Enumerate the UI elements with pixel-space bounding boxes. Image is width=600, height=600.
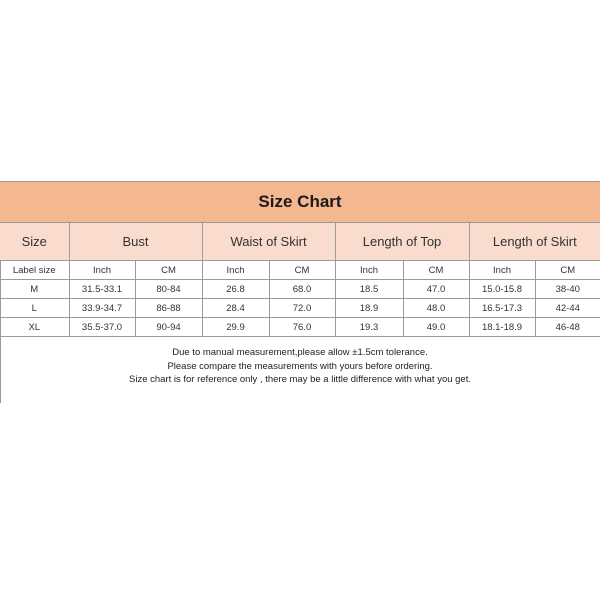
size-table — [0, 223, 600, 337]
header-waist-of-skirt: Waist of Skirt — [202, 223, 335, 261]
sub-header-unit: Inch — [469, 261, 535, 280]
table-cell: 72.0 — [269, 299, 335, 318]
note-line: Size chart is for reference only , there may be a little difference with what you get. — [129, 374, 471, 385]
sub-header-unit: CM — [269, 261, 335, 280]
table-cell: 48.0 — [403, 299, 469, 318]
table-cell: 47.0 — [403, 280, 469, 299]
table-cell: 76.0 — [269, 318, 335, 337]
table-cell: 80-84 — [135, 280, 202, 299]
table-cell: 35.5-37.0 — [69, 318, 135, 337]
sub-header-unit: Inch — [202, 261, 269, 280]
table-cell: 18.1-18.9 — [469, 318, 535, 337]
table-cell: 38-40 — [535, 280, 600, 299]
cell-size: M — [0, 280, 69, 299]
cell-size: XL — [0, 318, 69, 337]
table-cell: 15.0-15.8 — [469, 280, 535, 299]
size-chart — [0, 181, 600, 404]
table-cell: 19.3 — [335, 318, 403, 337]
sub-header-unit: Inch — [69, 261, 135, 280]
chart-title: Size Chart — [0, 182, 600, 223]
tolerance-notes — [0, 337, 600, 387]
table-cell: 29.9 — [202, 318, 269, 337]
note-line: Due to manual measurement,please allow ±1.5cm tolerance. — [172, 347, 428, 358]
table-cell: 16.5-17.3 — [469, 299, 535, 318]
group-header-row — [0, 223, 600, 261]
table-row — [0, 299, 600, 318]
table-cell: 46-48 — [535, 318, 600, 337]
header-length-of-top: Length of Top — [335, 223, 469, 261]
table-cell: 33.9-34.7 — [69, 299, 135, 318]
header-size: Size — [0, 223, 69, 261]
unit-header-row — [0, 261, 600, 280]
sub-header-unit: CM — [135, 261, 202, 280]
table-row — [0, 318, 600, 337]
table-row — [0, 280, 600, 299]
header-length-of-skirt: Length of Skirt — [469, 223, 600, 261]
table-cell: 28.4 — [202, 299, 269, 318]
table-cell: 18.9 — [335, 299, 403, 318]
sub-header-unit: Inch — [335, 261, 403, 280]
sub-header-label-size: Label size — [0, 261, 69, 280]
cell-size: L — [0, 299, 69, 318]
sub-header-unit: CM — [403, 261, 469, 280]
sub-header-unit: CM — [535, 261, 600, 280]
table-cell: 31.5-33.1 — [69, 280, 135, 299]
table-cell: 68.0 — [269, 280, 335, 299]
header-bust: Bust — [69, 223, 202, 261]
note-line: Please compare the measurements with yours before ordering. — [167, 360, 433, 372]
table-cell: 90-94 — [135, 318, 202, 337]
table-cell: 26.8 — [202, 280, 269, 299]
table-cell: 49.0 — [403, 318, 469, 337]
table-cell: 86-88 — [135, 299, 202, 318]
table-cell: 42-44 — [535, 299, 600, 318]
table-cell: 18.5 — [335, 280, 403, 299]
